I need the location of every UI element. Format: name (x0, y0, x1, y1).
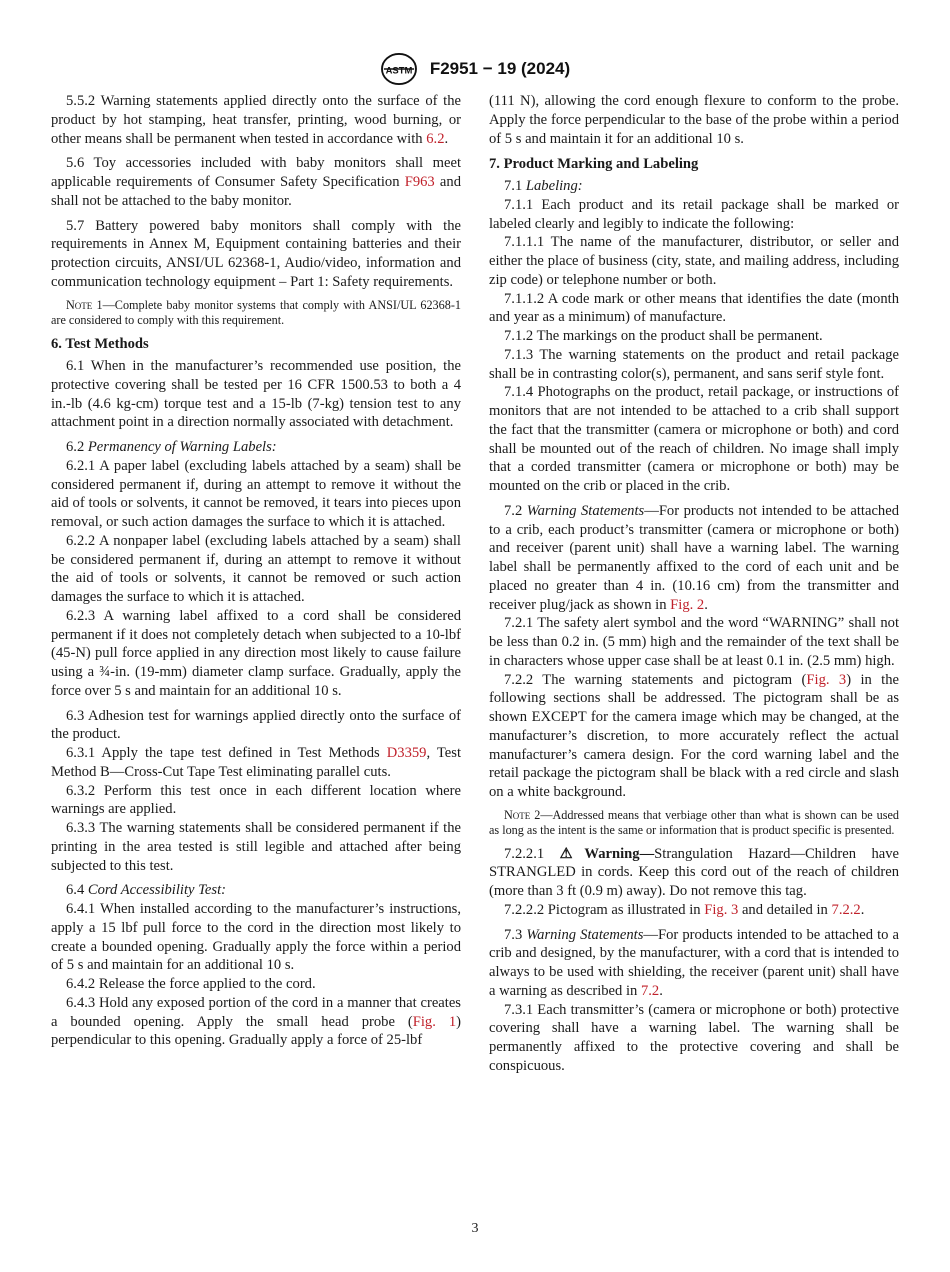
right-column (489, 92, 899, 1076)
paragraph-7-3-1: 7.3.1 Each transmitter’s (camera or microphone or both) protective covering shall have a warning label. The warning shall be permanently affixed to the protective covering and shall be conspicuous. (489, 1001, 899, 1074)
paragraph-5-7: 5.7 Battery powered baby monitors shall comply with the requirements in Annex M, Equipment containing batteries and their protection circuits, ANSI/UL 62368-1, Audio/video, information and communication technology equipment – Part 1: Safety requirements. (51, 217, 461, 290)
section-heading-7: 7. Product Marking and Labeling (489, 156, 699, 173)
paragraph-7-2: 7.2 Warning Statements—For products not intended to be attached to a crib, each product’s transmitter (camera or microphone or both) and receiver (parent unit) shall have a warning label. The warning label shall be permanently affixed to the cord of each unit and be placed no greater than 4 in. (10.16 cm) from the transmitter and receiver plug/jack as shown in Fig. 2. (489, 502, 899, 613)
ref-fig-3[interactable]: Fig. 3 (704, 901, 739, 918)
section-heading-6: 6. Test Methods (51, 336, 149, 353)
paragraph-7-1-1-1: 7.1.1.1 The name of the manufacturer, distributor, or seller and either the place of business (city, state, and mailing address, including zip code) or telephone number or both. (489, 234, 899, 288)
paragraph-7-1-3: 7.1.3 The warning statements on the product and retail package shall be in contrasting color(s), permanent, and sans serif style font. (489, 346, 899, 382)
ref-6-2[interactable]: 6.2 (426, 130, 445, 147)
paragraph-6-3-3: 6.3.3 The warning statements shall be considered permanent if the printing in the area tested is still legible and attached after being subjected to this test. (51, 820, 461, 874)
paragraph-6-4: 6.4 Cord Accessibility Test: (66, 882, 226, 899)
paragraph-7-2-2: 7.2.2 The warning statements and pictogram (Fig. 3) in the following sections shall be addressed. The pictogram shall be as shown EXCEPT for the camera image which may be changed, at the manufacturer’s discretion, to more accurately reflect the actual manufacturer’s camera design. For the cord warning label and the retail package the pictogram shall be black with a red circle and slash on a white background. (489, 671, 899, 800)
note-1: Note 1—Complete baby monitor systems that comply with ANSI/UL 62368-1 are considered to comply with this requirement. (51, 297, 461, 327)
paragraph-6-4-3: 6.4.3 Hold any exposed portion of the cord in a manner that creates a bounded opening. Apply the small head probe (Fig. 1) perpendicular to this opening. Gradually apply a force of 25-lbf (51, 994, 462, 1049)
paragraph-7-1-1-2: 7.1.1.2 A code mark or other means that identifies the date (month and year as a minimum) of manufacture. (489, 290, 899, 326)
standard-designation: F2951 − 19 (2024) (429, 59, 571, 78)
ref-fig-3[interactable]: Fig. 3 (806, 671, 847, 688)
paragraph-7-2-2-2: 7.2.2.2 Pictogram as illustrated in Fig. 3 and detailed in 7.2.2. (504, 901, 865, 918)
paragraph-5-6: 5.6 Toy accessories included with baby monitors shall meet applicable requirements of Consumer Safety Specification F963 and shall not be attached to the baby monitor. (51, 155, 461, 209)
paragraph-7-3: 7.3 Warning Statements—For products intended to be attached to a crib and designed, by the manufacturer, with a cord that is intended to always to be used with shielding, the receiver (parent unit) shall have a warning as described in 7.2. (489, 926, 900, 999)
svg-text:ASTM: ASTM (385, 65, 413, 77)
paragraph-6-3: 6.3 Adhesion test for warnings applied directly onto the surface of the product. (51, 707, 461, 743)
paragraph-6-2: 6.2 Permanency of Warning Labels: (66, 439, 277, 456)
ref-f963[interactable]: F963 (404, 174, 435, 190)
paragraph-6-4-2: 6.4.2 Release the force applied to the cord. (66, 976, 316, 993)
paragraph-5-5-2: 5.5.2 Warning statements applied directly onto the surface of the product by hot stamping, heat transfer, printing, wood burning, or other means shall be permanent when tested in accordance with 6.2. (51, 93, 461, 147)
paragraph-7-1-1: 7.1.1 Each product and its retail package shall be marked or labeled clearly and legibly to indicate the following: (489, 196, 899, 232)
ref-7-2-2[interactable]: 7.2.2 (831, 901, 861, 918)
paragraph-7-2-2-1: 7.2.2.1 ⚠Warning—Strangulation Hazard—Children have STRANGLED in cords. Keep this cord out of the reach of children (more than 3 ft (0.9 m) away). Do not remove this tag. (489, 845, 899, 900)
left-column (51, 92, 461, 1050)
paragraph-6-2-1: 6.2.1 A paper label (excluding labels attached by a seam) shall be considered permanent if, during an attempt to remove it without the aid of tools or solvents, it cannot be removed, it tears into pieces upon removal, or such action damages the surface to which it is attached. (51, 457, 461, 531)
paragraph-7-1: 7.1 Labeling: (504, 178, 583, 194)
paragraph-6-3-2: 6.3.2 Perform this test once in each different location where warnings are applied. (51, 782, 461, 818)
page-header (0, 52, 950, 86)
paragraph-6-3-1: 6.3.1 Apply the tape test defined in Test Methods D3359, Test Method B—Cross-Cut Tape Test eliminating parallel cuts. (51, 745, 462, 780)
note-2: Note 2—Addressed means that verbiage other than what is shown can be used as long as the intent is the same or information that is product specific is presented. (489, 807, 899, 838)
ref-7-2[interactable]: 7.2 (640, 982, 660, 999)
paragraph-6-1: 6.1 When in the manufacturer’s recommended use position, the protective covering shall be tested per 16 CFR 1500.53 to both a 4 in.-lb (4.6 kg-cm) torque test and a 15-lb (7-kg) tension test to any attachment point in a direction normally associated with detachment. (51, 358, 461, 431)
paragraph-6-2-2: 6.2.2 A nonpaper label (excluding labels attached by a seam) shall be considered permanent if, during an attempt to remove it without the aid of tools or solvents, it cannot be removed or such action damages the surface to which it is attached. (51, 532, 461, 606)
paragraph-7-2-1: 7.2.1 The safety alert symbol and the word “WARNING” shall not be less than 0.2 in. (5 mm) high and the remainder of the text shall be in characters whose upper case shall be at least 0.1 in. (2.5 mm) high. (489, 615, 899, 669)
paragraph-6-4-1: 6.4.1 When installed according to the manufacturer’s instructions, apply a 15 lbf pull force to the cord in the direction most likely to create a bounded opening. Gradually apply the force within a period of 5 s and maintain for an additional 10 s. (51, 901, 461, 974)
page-number: 3 (471, 1221, 479, 1236)
ref-fig-2[interactable]: Fig. 2 (670, 596, 705, 613)
paragraph-6-4-3-continued: (111 N), allowing the cord enough flexure to conform to the probe. Apply the force perpendicular to the base of the probe within a period of 5 s and maintain it for an additional 10 s. (489, 93, 899, 147)
ref-d3359[interactable]: D3359 (386, 745, 427, 762)
warning-label: ⚠Warning— (559, 845, 655, 862)
astm-logo-icon (380, 52, 418, 86)
paragraph-7-1-2: 7.1.2 The markings on the product shall be permanent. (504, 328, 823, 344)
paragraph-6-2-3: 6.2.3 A warning label affixed to a cord shall be considered permanent if it does not completely detach when subjected to a 10-lbf (45-N) pull force applied in any direction most likely to cause failure using a ¾-in. (19-mm) diameter clamp surface. Gradually, apply the force over 5 s and maintain for an additional 10 s. (51, 607, 461, 699)
ref-fig-1[interactable]: Fig. 1 (412, 1013, 457, 1030)
paragraph-7-1-4: 7.1.4 Photographs on the product, retail package, or instructions of monitors that are not intended to be attached to a crib shall support the fact that the transmitter (camera or microphone or both) and cord shall be mounted out of the reach of children. No image shall imply that a corded transmitter (camera or microphone or both) may be mounted on the crib or placed in the crib. (489, 384, 899, 494)
